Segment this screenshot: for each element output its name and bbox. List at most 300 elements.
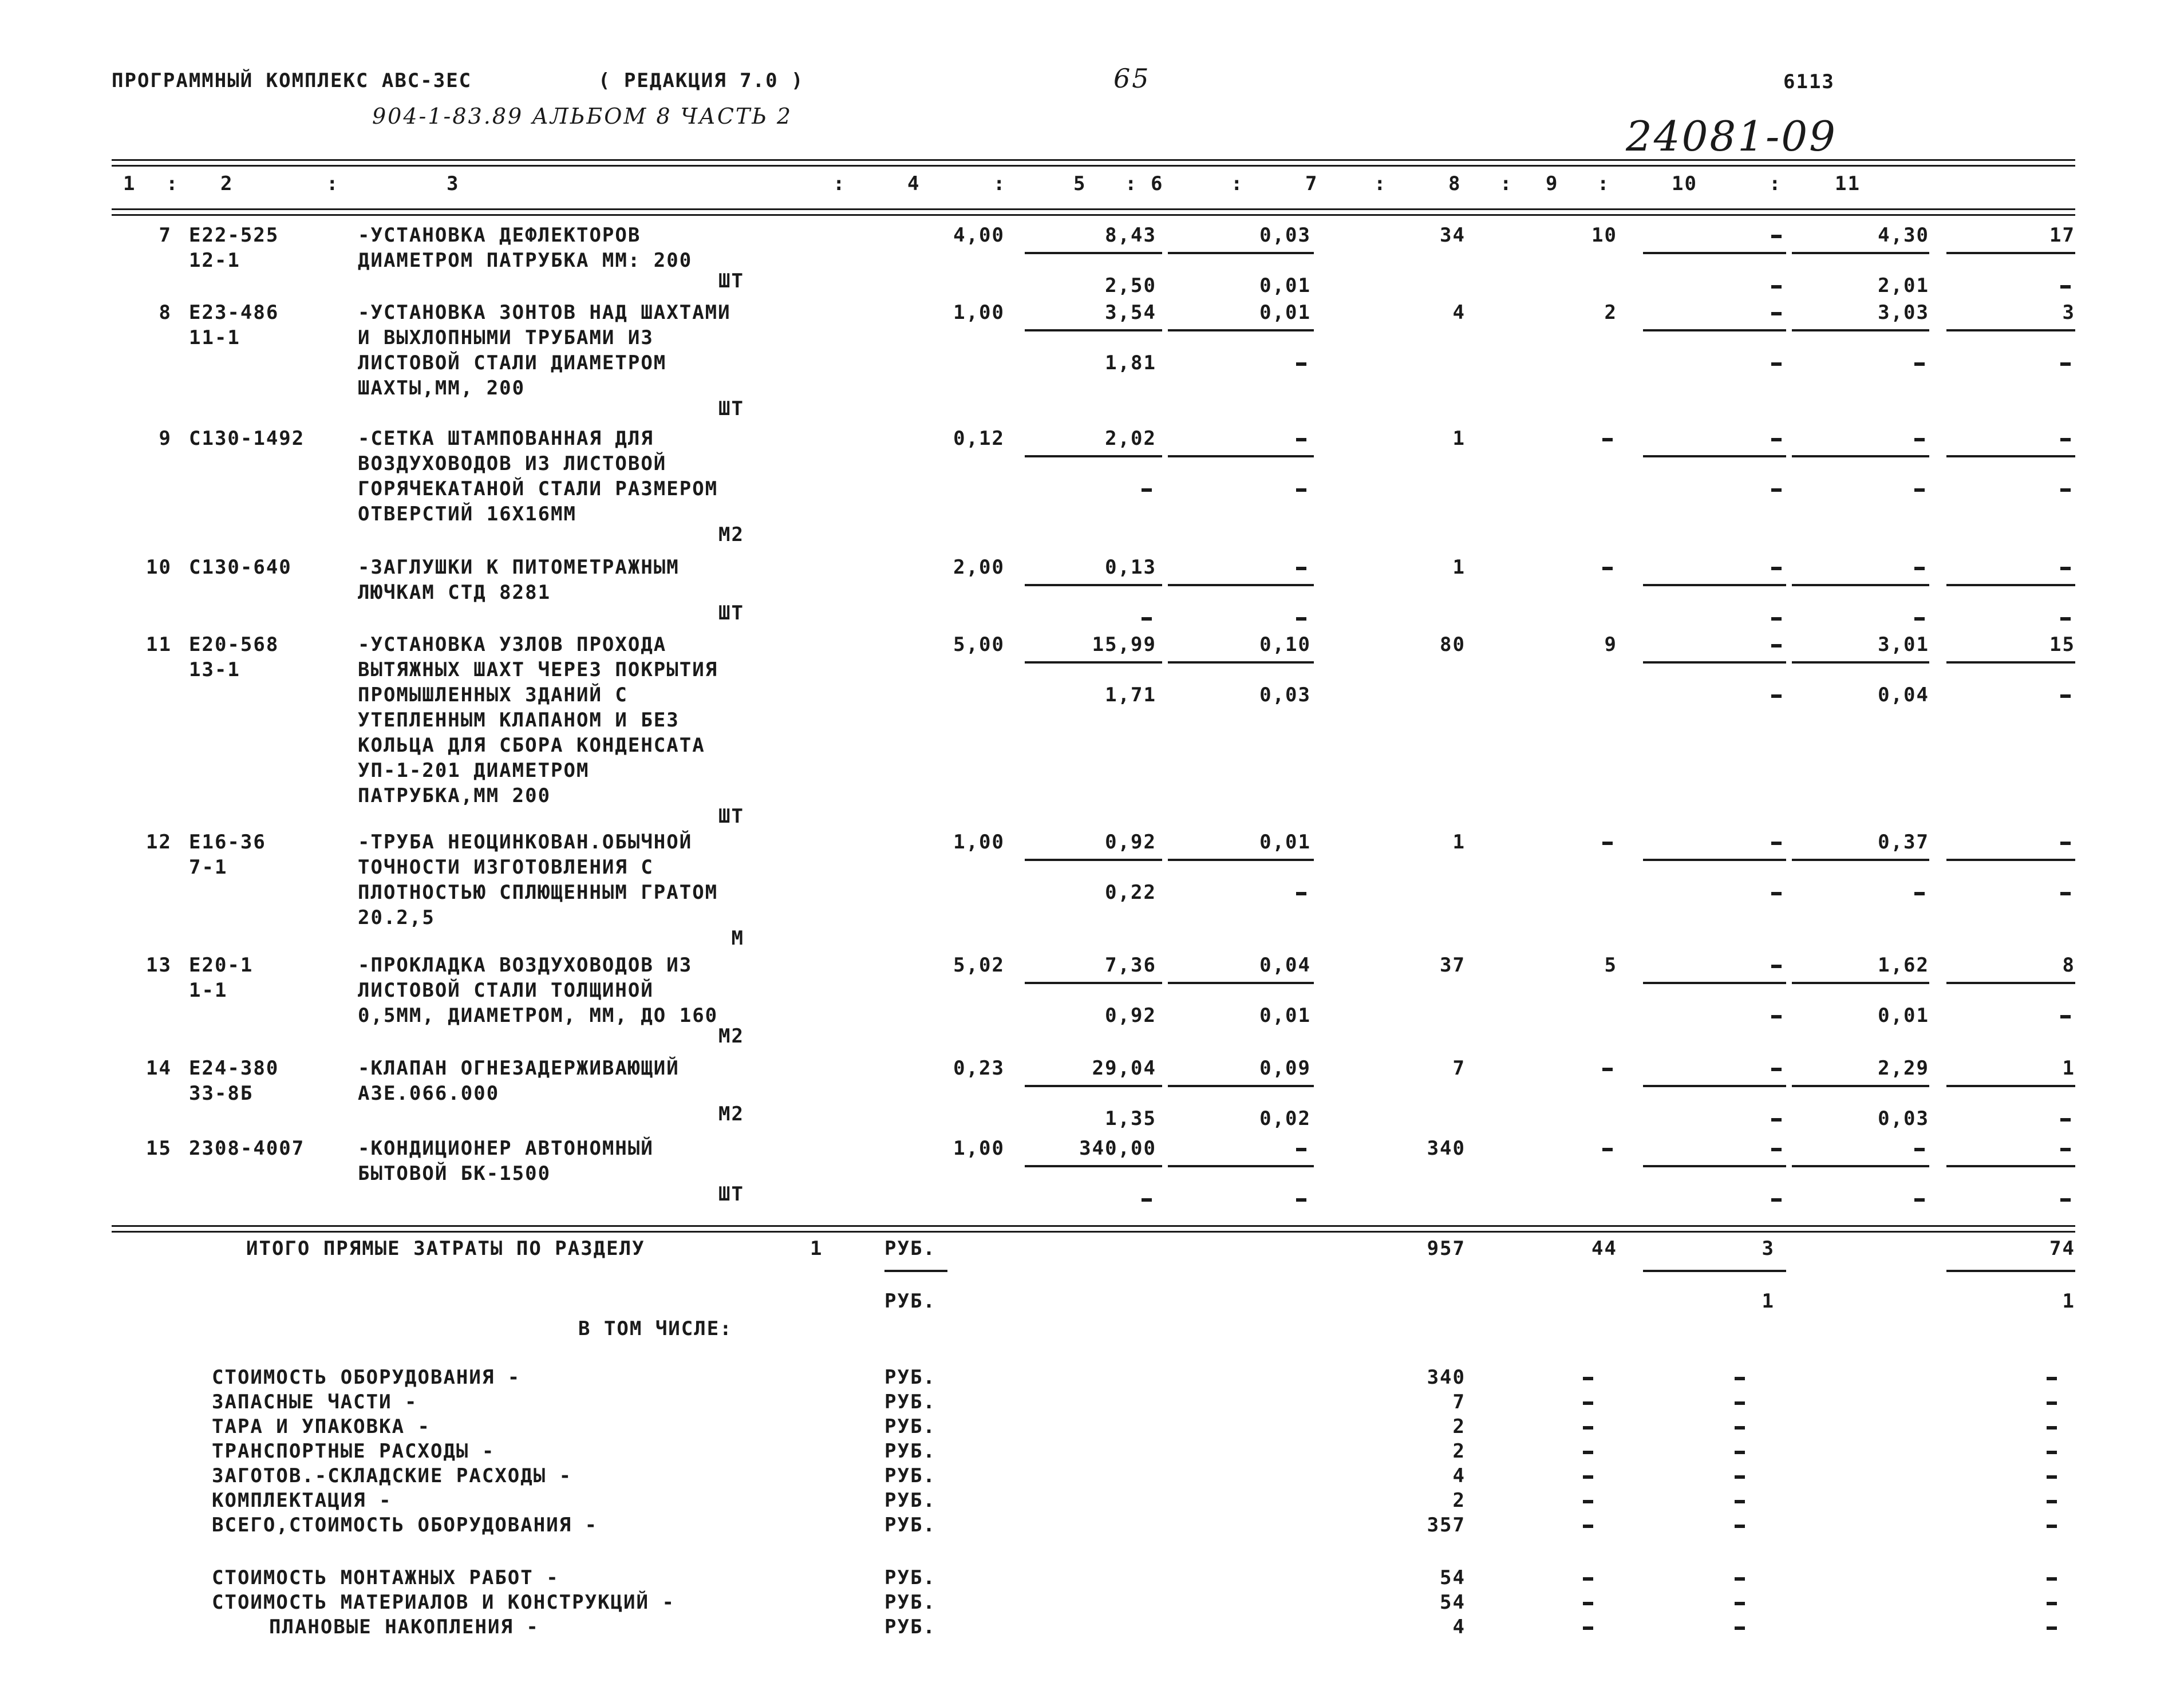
dash-mark xyxy=(2047,1500,2057,1503)
cell-c7: 4 xyxy=(1452,301,1466,324)
dash-mark xyxy=(1583,1500,1593,1503)
dash-mark xyxy=(1771,438,1782,441)
dash-mark xyxy=(1296,1198,1306,1202)
work-description: -ПРОКЛАДКА ВОЗДУХОВОДОВ ИЗ xyxy=(358,954,693,977)
rate-code-sub: 1-1 xyxy=(189,979,228,1002)
cell-underline xyxy=(1025,455,1162,457)
row-number: 8 xyxy=(159,301,172,324)
dash-mark xyxy=(1583,1475,1593,1479)
summary-label: СТОИМОСТЬ МОНТАЖНЫХ РАБОТ - xyxy=(212,1566,559,1589)
cell-underline xyxy=(1168,661,1314,664)
project-reference: 904-1-83.89 АЛЬБОМ 8 ЧАСТЬ 2 xyxy=(372,104,793,129)
dash-mark xyxy=(1771,1198,1782,1202)
cell-qty: 0,12 xyxy=(953,427,1005,450)
cell-underline xyxy=(1168,329,1314,331)
cell-c6: 0,03 xyxy=(1259,684,1311,706)
dash-mark xyxy=(1914,1198,1925,1202)
cell-c10: 0,01 xyxy=(1878,1004,1929,1027)
summary-currency: РУБ. xyxy=(884,1489,936,1512)
cell-underline xyxy=(1643,1165,1786,1167)
column-header: : xyxy=(1374,172,1387,195)
cell-underline xyxy=(1025,661,1162,664)
cell-underline xyxy=(1792,859,1929,861)
dash-mark xyxy=(2060,842,2071,845)
cell-c7: 7 xyxy=(1452,1057,1466,1080)
summary-label: ПЛАНОВЫЕ НАКОПЛЕНИЯ - xyxy=(269,1616,539,1638)
cell-underline xyxy=(1168,1085,1314,1087)
dash-mark xyxy=(1602,1068,1613,1071)
row-number: 11 xyxy=(146,633,172,656)
dash-mark xyxy=(2047,1602,2057,1605)
cell-underline xyxy=(1025,982,1162,984)
dash-mark xyxy=(1735,1525,1745,1528)
rate-code: 2308-4007 xyxy=(189,1137,305,1160)
dash-mark xyxy=(2060,617,2071,621)
column-header: : xyxy=(1769,172,1782,195)
cell-c6: 0,04 xyxy=(1259,954,1311,977)
dash-mark xyxy=(1296,617,1306,621)
cell-c5: 1,71 xyxy=(1105,684,1156,706)
cell-c11: 3 xyxy=(2062,301,2075,324)
summary-c7: 54 xyxy=(1440,1566,1466,1589)
column-header: 7 xyxy=(1305,172,1318,195)
work-description: 0,5ММ, ДИАМЕТРОМ, ММ, ДО 160 xyxy=(358,1004,718,1027)
column-header: 1 xyxy=(123,172,136,195)
cell-c10: 2,01 xyxy=(1878,274,1929,297)
summary-currency: РУБ. xyxy=(884,1391,936,1413)
dash-mark xyxy=(1771,892,1782,895)
cell-underline xyxy=(1168,1165,1314,1167)
column-header: 9 xyxy=(1546,172,1559,195)
row-number: 14 xyxy=(146,1057,172,1080)
cell-c5: 1,81 xyxy=(1105,352,1156,374)
cell-c5: 29,04 xyxy=(1092,1057,1156,1080)
cell-underline xyxy=(1643,1085,1786,1087)
work-description: -КЛАПАН ОГНЕЗАДЕРЖИВАЮЩИЙ xyxy=(358,1057,680,1080)
dash-mark xyxy=(1142,617,1152,621)
cell-c10: 0,04 xyxy=(1878,684,1929,706)
work-description: -ТРУБА НЕОЦИНКОВАН.ОБЫЧНОЙ xyxy=(358,831,693,854)
work-description: КОЛЬЦА ДЛЯ СБОРА КОНДЕНСАТА xyxy=(358,734,705,757)
cell-c6: 0,01 xyxy=(1259,274,1311,297)
cell-underline xyxy=(1643,661,1786,664)
dash-mark xyxy=(2060,285,2071,289)
cell-c7: 37 xyxy=(1440,954,1466,977)
cell-underline xyxy=(1946,1165,2075,1167)
cell-c5: 340,00 xyxy=(1079,1137,1156,1160)
cell-underline xyxy=(1946,252,2075,254)
cell-underline xyxy=(1946,329,2075,331)
dash-mark xyxy=(1296,362,1306,366)
page-number: 65 xyxy=(1113,63,1151,94)
cell-underline xyxy=(1025,252,1162,254)
totals-underline xyxy=(1946,1270,2075,1272)
cell-underline xyxy=(1946,661,2075,664)
summary-currency: РУБ. xyxy=(884,1514,936,1537)
cell-underline xyxy=(1946,584,2075,586)
dash-mark xyxy=(2060,1015,2071,1018)
summary-currency: РУБ. xyxy=(884,1366,936,1389)
cell-c10: 3,03 xyxy=(1878,301,1929,324)
cell-c5: 0,22 xyxy=(1105,881,1156,904)
dash-mark xyxy=(1735,1426,1745,1430)
cell-qty: 1,00 xyxy=(953,1137,1005,1160)
cell-c5: 2,02 xyxy=(1105,427,1156,450)
dash-mark xyxy=(2060,694,2071,698)
dash-mark xyxy=(1914,438,1925,441)
summary-c7: 7 xyxy=(1452,1391,1466,1413)
cell-underline xyxy=(1025,1165,1162,1167)
work-description: ПАТРУБКА,ММ 200 xyxy=(358,784,551,807)
cell-c10: 3,01 xyxy=(1878,633,1929,656)
cell-underline xyxy=(1025,584,1162,586)
cell-underline xyxy=(1946,1085,2075,1087)
dash-mark xyxy=(1735,1500,1745,1503)
totals-c9: 3 xyxy=(1762,1237,1775,1260)
unit-of-measure: ШТ xyxy=(718,270,744,293)
cell-qty: 2,00 xyxy=(953,556,1005,579)
dash-mark xyxy=(2060,488,2071,492)
summary-c7: 357 xyxy=(1427,1514,1466,1537)
summary-label: СТОИМОСТЬ ОБОРУДОВАНИЯ - xyxy=(212,1366,521,1389)
dash-mark xyxy=(2047,1475,2057,1479)
totals-c8: 44 xyxy=(1591,1237,1617,1260)
work-description: -СЕТКА ШТАМПОВАННАЯ ДЛЯ xyxy=(358,427,654,450)
cell-c6: 0,01 xyxy=(1259,301,1311,324)
summary-label: ВСЕГО,СТОИМОСТЬ ОБОРУДОВАНИЯ - xyxy=(212,1514,598,1537)
summary-currency: РУБ. xyxy=(884,1566,936,1589)
dash-mark xyxy=(1771,488,1782,492)
dash-mark xyxy=(1142,1198,1152,1202)
cell-c7: 1 xyxy=(1452,831,1466,854)
dash-mark xyxy=(1914,567,1925,570)
dash-mark xyxy=(1914,892,1925,895)
cell-c7: 34 xyxy=(1440,224,1466,247)
dash-mark xyxy=(1735,1626,1745,1630)
cell-underline xyxy=(1168,252,1314,254)
table-end-rule xyxy=(112,1225,2075,1233)
cell-c10: 0,03 xyxy=(1878,1107,1929,1130)
summary-currency: РУБ. xyxy=(884,1440,936,1463)
summary-c7: 54 xyxy=(1440,1591,1466,1614)
work-description: -ЗАГЛУШКИ К ПИТОМЕТРАЖНЫМ xyxy=(358,556,680,579)
dash-mark xyxy=(1296,488,1306,492)
cell-qty: 5,02 xyxy=(953,954,1005,977)
rate-code: С130-640 xyxy=(189,556,292,579)
cell-c8: 10 xyxy=(1591,224,1617,247)
cell-c11: 17 xyxy=(2049,224,2075,247)
cell-underline xyxy=(1946,859,2075,861)
cell-c6: 0,01 xyxy=(1259,1004,1311,1027)
cell-c6: 0,02 xyxy=(1259,1107,1311,1130)
dash-mark xyxy=(1583,1377,1593,1380)
dash-mark xyxy=(1602,842,1613,845)
dash-mark xyxy=(1735,1475,1745,1479)
summary-c7: 2 xyxy=(1452,1415,1466,1438)
work-description: И ВЫХЛОПНЫМИ ТРУБАМИ ИЗ xyxy=(358,326,654,349)
rate-code: Е23-486 xyxy=(189,301,279,324)
cell-c6: 0,03 xyxy=(1259,224,1311,247)
dash-mark xyxy=(2047,1451,2057,1454)
cell-underline xyxy=(1792,252,1929,254)
cell-underline xyxy=(1792,329,1929,331)
cell-underline xyxy=(1792,584,1929,586)
cell-c7: 1 xyxy=(1452,427,1466,450)
dash-mark xyxy=(2047,1401,2057,1405)
cell-underline xyxy=(1643,982,1786,984)
cell-c11: 15 xyxy=(2049,633,2075,656)
totals-currency: РУБ. xyxy=(884,1237,936,1260)
cell-qty: 4,00 xyxy=(953,224,1005,247)
cell-underline xyxy=(1168,584,1314,586)
summary-label: ТРАНСПОРТНЫЕ РАСХОДЫ - xyxy=(212,1440,495,1463)
summary-currency: РУБ. xyxy=(884,1616,936,1638)
cell-c5: 1,35 xyxy=(1105,1107,1156,1130)
summary-label: ТАРА И УПАКОВКА - xyxy=(212,1415,431,1438)
dash-mark xyxy=(2047,1426,2057,1430)
dash-mark xyxy=(1142,488,1152,492)
unit-of-measure: М2 xyxy=(718,523,744,546)
dash-mark xyxy=(1735,1451,1745,1454)
unit-of-measure: ШТ xyxy=(718,397,744,420)
work-description: ЛИСТОВОЙ СТАЛИ ТОЛЩИНОЙ xyxy=(358,979,654,1002)
row-number: 12 xyxy=(146,831,172,854)
cell-c5: 8,43 xyxy=(1105,224,1156,247)
dash-mark xyxy=(1771,617,1782,621)
rate-code: С130-1492 xyxy=(189,427,305,450)
work-description: 20.2,5 xyxy=(358,906,435,929)
dash-mark xyxy=(1296,892,1306,895)
row-number: 15 xyxy=(146,1137,172,1160)
column-header: : xyxy=(1500,172,1513,195)
work-description: ПЛОТНОСТЬЮ СПЛЮЩЕННЫМ ГРАТОМ xyxy=(358,881,718,904)
dash-mark xyxy=(1914,488,1925,492)
column-header: 5 xyxy=(1073,172,1087,195)
dash-mark xyxy=(1914,617,1925,621)
cell-c8: 2 xyxy=(1604,301,1617,324)
document-code: 6113 xyxy=(1783,70,1835,93)
work-description: БЫТОВОЙ БК-1500 xyxy=(358,1162,551,1185)
dash-mark xyxy=(1771,567,1782,570)
work-description: ГОРЯЧЕКАТАНОЙ СТАЛИ РАЗМЕРОМ xyxy=(358,477,718,500)
rate-code-sub: 12-1 xyxy=(189,249,240,272)
work-description: ВОЗДУХОВОДОВ ИЗ ЛИСТОВОЙ xyxy=(358,452,667,475)
cell-underline xyxy=(1643,329,1786,331)
rate-code: Е20-1 xyxy=(189,954,254,977)
totals-c11-2: 1 xyxy=(2062,1290,2075,1313)
cell-underline xyxy=(1643,252,1786,254)
summary-currency: РУБ. xyxy=(884,1591,936,1614)
cell-c10: 1,62 xyxy=(1878,954,1929,977)
rate-code: Е24-380 xyxy=(189,1057,279,1080)
cell-c5: 0,13 xyxy=(1105,556,1156,579)
dash-mark xyxy=(2060,892,2071,895)
column-header: 10 xyxy=(1672,172,1697,195)
totals-c9-2: 1 xyxy=(1762,1290,1775,1313)
rate-code: Е20-568 xyxy=(189,633,279,656)
rate-code-sub: 33-8Б xyxy=(189,1082,254,1105)
cell-c5: 15,99 xyxy=(1092,633,1156,656)
dash-mark xyxy=(2047,1577,2057,1581)
cell-qty: 0,23 xyxy=(953,1057,1005,1080)
unit-of-measure: ШТ xyxy=(718,1183,744,1206)
cell-c7: 80 xyxy=(1440,633,1466,656)
column-header: : xyxy=(833,172,846,195)
cell-underline xyxy=(1643,584,1786,586)
dash-mark xyxy=(2060,1148,2071,1151)
cell-c11: 1 xyxy=(2062,1057,2075,1080)
work-description: ПРОМЫШЛЕННЫХ ЗДАНИЙ С xyxy=(358,684,628,706)
summary-c7: 4 xyxy=(1452,1464,1466,1487)
cell-c6: 0,10 xyxy=(1259,633,1311,656)
cell-underline xyxy=(1792,1085,1929,1087)
row-number: 9 xyxy=(159,427,172,450)
row-number: 10 xyxy=(146,556,172,579)
row-number: 13 xyxy=(146,954,172,977)
dash-mark xyxy=(1735,1401,1745,1405)
cell-qty: 1,00 xyxy=(953,831,1005,854)
cell-underline xyxy=(1025,329,1162,331)
column-header: 4 xyxy=(907,172,921,195)
totals-label: ИТОГО ПРЯМЫЕ ЗАТРАТЫ ПО РАЗДЕЛУ xyxy=(246,1237,645,1260)
cell-underline xyxy=(1168,982,1314,984)
dash-mark xyxy=(1735,1377,1745,1380)
column-header: : xyxy=(993,172,1006,195)
work-description: ВЫТЯЖНЫХ ШАХТ ЧЕРЕЗ ПОКРЫТИЯ xyxy=(358,658,718,681)
work-description: -УСТАНОВКА УЗЛОВ ПРОХОДА xyxy=(358,633,667,656)
totals-currency-2: РУБ. xyxy=(884,1290,936,1313)
summary-c7: 4 xyxy=(1452,1616,1466,1638)
dash-mark xyxy=(1771,1148,1782,1151)
work-description: АЗЕ.066.000 xyxy=(358,1082,500,1105)
column-header: 11 xyxy=(1835,172,1861,195)
cell-underline xyxy=(1792,455,1929,457)
cell-underline xyxy=(1168,455,1314,457)
rate-code-sub: 7-1 xyxy=(189,856,228,879)
column-header: : xyxy=(166,172,179,195)
work-description: ЛИСТОВОЙ СТАЛИ ДИАМЕТРОМ xyxy=(358,352,667,374)
work-description: -КОНДИЦИОНЕР АВТОНОМНЫЙ xyxy=(358,1137,654,1160)
cell-underline xyxy=(1946,982,2075,984)
work-description: ШАХТЫ,ММ, 200 xyxy=(358,377,526,400)
cell-c10: 2,29 xyxy=(1878,1057,1929,1080)
summary-label: ЗАГОТОВ.-СКЛАДСКИЕ РАСХОДЫ - xyxy=(212,1464,572,1487)
dash-mark xyxy=(1583,1602,1593,1605)
cell-underline xyxy=(1792,1165,1929,1167)
cell-c5: 0,92 xyxy=(1105,1004,1156,1027)
cell-underline xyxy=(1025,859,1162,861)
header-bottom-rule xyxy=(112,208,2075,216)
unit-of-measure: М xyxy=(731,927,744,950)
cell-c6: 0,09 xyxy=(1259,1057,1311,1080)
dash-mark xyxy=(1602,438,1613,441)
column-header: 8 xyxy=(1448,172,1462,195)
summary-c7: 2 xyxy=(1452,1440,1466,1463)
dash-mark xyxy=(1583,1525,1593,1528)
rate-code-sub: 11-1 xyxy=(189,326,240,349)
cell-underline xyxy=(1643,455,1786,457)
including-heading: В ТОМ ЧИСЛЕ: xyxy=(578,1317,733,1340)
cell-c6: 0,01 xyxy=(1259,831,1311,854)
column-header: 2 xyxy=(220,172,234,195)
cell-c7: 340 xyxy=(1427,1137,1466,1160)
dash-mark xyxy=(1735,1577,1745,1581)
dash-mark xyxy=(1583,1626,1593,1630)
cell-qty: 1,00 xyxy=(953,301,1005,324)
rate-code-sub: 13-1 xyxy=(189,658,240,681)
summary-c7: 340 xyxy=(1427,1366,1466,1389)
unit-of-measure: ШТ xyxy=(718,602,744,625)
column-header: : xyxy=(1231,172,1244,195)
unit-of-measure: М2 xyxy=(718,1103,744,1126)
dash-mark xyxy=(1583,1577,1593,1581)
work-description: -УСТАНОВКА ДЕФЛЕКТОРОВ xyxy=(358,224,641,247)
work-description: ТОЧНОСТИ ИЗГОТОВЛЕНИЯ С xyxy=(358,856,654,879)
dash-mark xyxy=(1583,1451,1593,1454)
cell-underline xyxy=(1168,859,1314,861)
cell-underline xyxy=(1643,859,1786,861)
cell-underline xyxy=(1025,1085,1162,1087)
dash-mark xyxy=(1914,1148,1925,1151)
cell-c8: 5 xyxy=(1604,954,1617,977)
dash-mark xyxy=(2060,567,2071,570)
cell-c7: 1 xyxy=(1452,556,1466,579)
summary-label: СТОИМОСТЬ МАТЕРИАЛОВ И КОНСТРУКЦИЙ - xyxy=(212,1591,675,1614)
column-header: : xyxy=(326,172,339,195)
row-number: 7 xyxy=(159,224,172,247)
dash-mark xyxy=(1583,1426,1593,1430)
summary-c7: 2 xyxy=(1452,1489,1466,1512)
dash-mark xyxy=(1771,362,1782,366)
cell-c10: 4,30 xyxy=(1878,224,1929,247)
cell-underline xyxy=(1946,455,2075,457)
cell-c11: 8 xyxy=(2062,954,2075,977)
column-header: 6 xyxy=(1151,172,1164,195)
rate-code: Е22-525 xyxy=(189,224,279,247)
work-description: УП-1-201 ДИАМЕТРОМ xyxy=(358,759,590,782)
unit-of-measure: ШТ xyxy=(718,805,744,828)
column-header: 3 xyxy=(447,172,460,195)
header-top-rule xyxy=(112,159,2075,167)
cell-c10: 0,37 xyxy=(1878,831,1929,854)
dash-mark xyxy=(1602,567,1613,570)
cell-c5: 7,36 xyxy=(1105,954,1156,977)
summary-label: ЗАПАСНЫЕ ЧАСТИ - xyxy=(212,1391,418,1413)
dash-mark xyxy=(2060,362,2071,366)
work-description: УТЕПЛЕННЫМ КЛАПАНОМ И БЕЗ xyxy=(358,709,680,732)
dash-mark xyxy=(1583,1401,1593,1405)
rate-code: Е16-36 xyxy=(189,831,266,854)
summary-label: КОМПЛЕКТАЦИЯ - xyxy=(212,1489,392,1512)
cell-underline xyxy=(1792,661,1929,664)
cell-c5: 3,54 xyxy=(1105,301,1156,324)
work-description: ОТВЕРСТИЙ 16Х16ММ xyxy=(358,503,576,526)
dash-mark xyxy=(2047,1626,2057,1630)
totals-c7: 957 xyxy=(1427,1237,1466,1260)
totals-c11: 74 xyxy=(2049,1237,2075,1260)
unit-of-measure: М2 xyxy=(718,1025,744,1048)
work-description: -УСТАНОВКА ЗОНТОВ НАД ШАХТАМИ xyxy=(358,301,731,324)
cell-c5: 2,50 xyxy=(1105,274,1156,297)
dash-mark xyxy=(1914,362,1925,366)
dash-mark xyxy=(1735,1602,1745,1605)
totals-underline xyxy=(884,1270,947,1272)
summary-currency: РУБ. xyxy=(884,1464,936,1487)
work-description: ДИАМЕТРОМ ПАТРУБКА ММ: 200 xyxy=(358,249,693,272)
column-header: : xyxy=(1597,172,1610,195)
program-title: ПРОГРАМ⁠МНЫЙ КОМПЛЕКС АВС-3ЕС xyxy=(112,69,472,92)
summary-currency: РУБ. xyxy=(884,1415,936,1438)
